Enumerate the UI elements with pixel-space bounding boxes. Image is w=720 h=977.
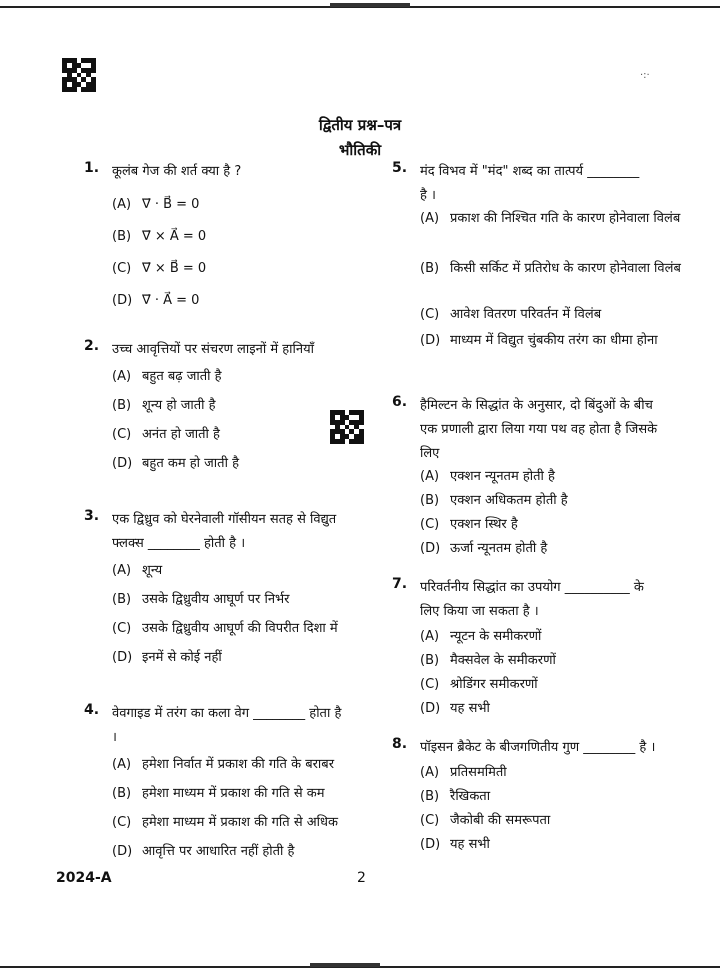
option-d: (D) माध्यम में विद्युत चुंबकीय तरंग का धीमा होना [420, 333, 658, 348]
question-text: कूलंब गेज की शर्त क्या है ? [112, 164, 242, 179]
question-number: 8. [392, 736, 408, 752]
option-d: (D) यह सभी [420, 837, 490, 852]
option-d: (D) यह सभी [420, 701, 490, 716]
question-text: मंद विभव में "मंद" शब्द का तात्पर्य ________ है । [420, 164, 640, 203]
option-d: (D) इनमें से कोई नहीं [112, 650, 222, 665]
question-number: 2. [84, 338, 100, 354]
question-number: 4. [84, 702, 100, 718]
question-7 [392, 576, 692, 716]
option-b: (B) शून्य हो जाती है [112, 398, 216, 413]
question-8 [392, 736, 692, 852]
option-a: (A) एक्शन न्यूनतम होती है [420, 469, 555, 484]
page-number: 2 [357, 870, 366, 886]
qr-code-icon [62, 58, 96, 92]
option-b: (B) रैखिकता [420, 789, 491, 804]
paper-code: 2024-A [56, 870, 112, 886]
option-d: (D) बहुत कम हो जाती है [112, 456, 239, 471]
subject-title: भौतिकी [338, 141, 382, 159]
qr-code-icon [330, 410, 364, 444]
question-text: परिवर्तनीय सिद्धांत का उपयोग __________ के लिए किया जा सकता है । [420, 580, 644, 619]
option-a: (A) न्यूटन के समीकरणों [420, 629, 542, 644]
paper-title: द्वितीय प्रश्न–पत्र [318, 116, 402, 134]
question-number: 3. [84, 508, 100, 524]
question-text: वेवगाइड में तरंग का कला वेग ________ होता है । [112, 706, 342, 745]
option-c: (C) जैकोबी की समरूपता [420, 813, 551, 828]
option-b: (B) उसके द्विध्रुवीय आघूर्ण पर निर्भर [112, 592, 290, 607]
option-b: (B) हमेशा माध्यम में प्रकाश की गति से कम [112, 786, 325, 801]
option-c: (C) अनंत हो जाती है [112, 427, 220, 442]
option-c: (C) श्रोडिंगर समीकरणों [420, 677, 538, 692]
scan-speckle: ·:· [640, 70, 650, 81]
option-b: (B) ∇⃗ × A⃗ = 0 [112, 229, 207, 244]
question-text: हैमिल्टन के सिद्धांत के अनुसार, दो बिंदुओं के बीच एक प्रणाली द्वारा लिया गया पथ वह होता है जिसके लिए [420, 398, 658, 461]
option-c: (C) ∇⃗ × B⃗ = 0 [112, 261, 207, 276]
option-b: (B) एक्शन अधिकतम होती है [420, 493, 568, 508]
question-5 [392, 160, 692, 348]
question-6 [392, 394, 692, 556]
question-number: 5. [392, 160, 408, 176]
option-a: (A) शून्य [112, 563, 163, 578]
option-c: (C) उसके द्विध्रुवीय आघूर्ण की विपरीत दिशा में [112, 621, 338, 636]
question-4 [84, 702, 384, 859]
option-d: (D) ऊर्जा न्यूनतम होती है [420, 541, 548, 556]
question-number: 1. [84, 160, 100, 176]
option-d: (D) ∇⃗ · A⃗ = 0 [112, 293, 200, 308]
question-number: 7. [392, 576, 408, 592]
scan-mark [310, 963, 380, 967]
option-a: (A) बहुत बढ़ जाती है [112, 369, 222, 384]
question-number: 6. [392, 394, 408, 410]
question-2 [84, 338, 384, 471]
option-b: (B) मैक्सवेल के समीकरणों [420, 653, 556, 668]
option-c: (C) आवेश वितरण परिवर्तन में विलंब [420, 307, 602, 322]
question-1 [84, 160, 384, 308]
question-text: उच्च आवृत्तियों पर संचरण लाइनों में हानियाँ [112, 342, 314, 357]
scan-mark [330, 3, 410, 7]
option-c: (C) हमेशा माध्यम में प्रकाश की गति से अधिक [112, 815, 339, 830]
option-a: (A) ∇⃗ · B⃗ = 0 [112, 197, 200, 212]
option-a: (A) प्रतिसममिती [420, 765, 507, 780]
option-c: (C) एक्शन स्थिर है [420, 517, 518, 532]
option-a: (A) हमेशा निर्वात में प्रकाश की गति के बराबर [112, 757, 335, 772]
option-d: (D) आवृत्ति पर आधारित नहीं होती है [112, 844, 295, 859]
option-b: (B) किसी सर्किट में प्रतिरोध के कारण होनेवाला विलंब [420, 261, 681, 276]
question-text: पॉइसन ब्रैकेट के बीजगणितीय गुण ________ है । [420, 740, 656, 755]
option-a: (A) प्रकाश की निश्चित गति के कारण होनेवाला विलंब [420, 211, 681, 226]
question-text: एक द्विध्रुव को घेरनेवाली गॉसीयन सतह से विद्युत फ्लक्स ________ होती है । [112, 512, 337, 551]
question-3 [84, 508, 384, 665]
